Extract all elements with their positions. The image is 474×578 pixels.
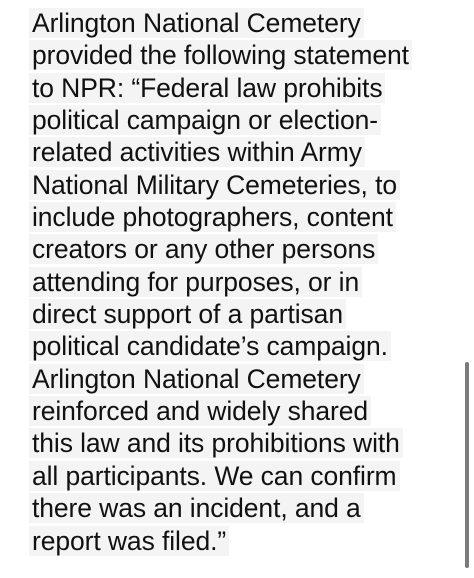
statement-line-text: Arlington National Cemetery <box>29 8 364 38</box>
statement-line <box>32 201 452 233</box>
statement-line <box>32 363 452 395</box>
statement-line-text: provided the following statement <box>29 40 412 70</box>
statement-line-text: National Military Cemeteries, to <box>29 170 400 200</box>
statement-line-text: political campaign or election- <box>29 105 381 135</box>
statement-line <box>32 39 452 71</box>
statement-line-text: report was filed.” <box>29 526 229 556</box>
statement-line <box>32 233 452 265</box>
statement-line <box>32 298 452 330</box>
vertical-scrollbar[interactable] <box>465 362 469 568</box>
statement-line-text: attending for purposes, or in <box>29 267 362 297</box>
statement-line <box>32 330 452 362</box>
statement-line-text: political candidate’s campaign. <box>29 331 391 361</box>
statement-line-text: all participants. We can confirm <box>29 461 400 491</box>
statement-line <box>32 395 452 427</box>
statement-line-text: to NPR: “Federal law prohibits <box>29 73 385 103</box>
statement-line-text: direct support of a partisan <box>29 299 346 329</box>
statement-line-text: creators or any other persons <box>29 234 378 264</box>
statement-line-text: this law and its prohibitions with <box>29 428 403 458</box>
statement-text-block <box>32 7 452 557</box>
statement-line <box>32 72 452 104</box>
statement-line <box>32 525 452 557</box>
statement-line <box>32 169 452 201</box>
statement-line <box>32 7 452 39</box>
statement-line-text: include photographers, content <box>29 202 396 232</box>
statement-line-text: reinforced and widely shared <box>29 396 371 426</box>
statement-line-text: related activities within Army <box>29 137 365 167</box>
statement-line-text: there was an incident, and a <box>29 493 364 523</box>
statement-line <box>32 427 452 459</box>
statement-line <box>32 492 452 524</box>
statement-line <box>32 136 452 168</box>
statement-line <box>32 104 452 136</box>
statement-line-text: Arlington National Cemetery <box>29 364 364 394</box>
statement-line <box>32 266 452 298</box>
statement-line <box>32 460 452 492</box>
